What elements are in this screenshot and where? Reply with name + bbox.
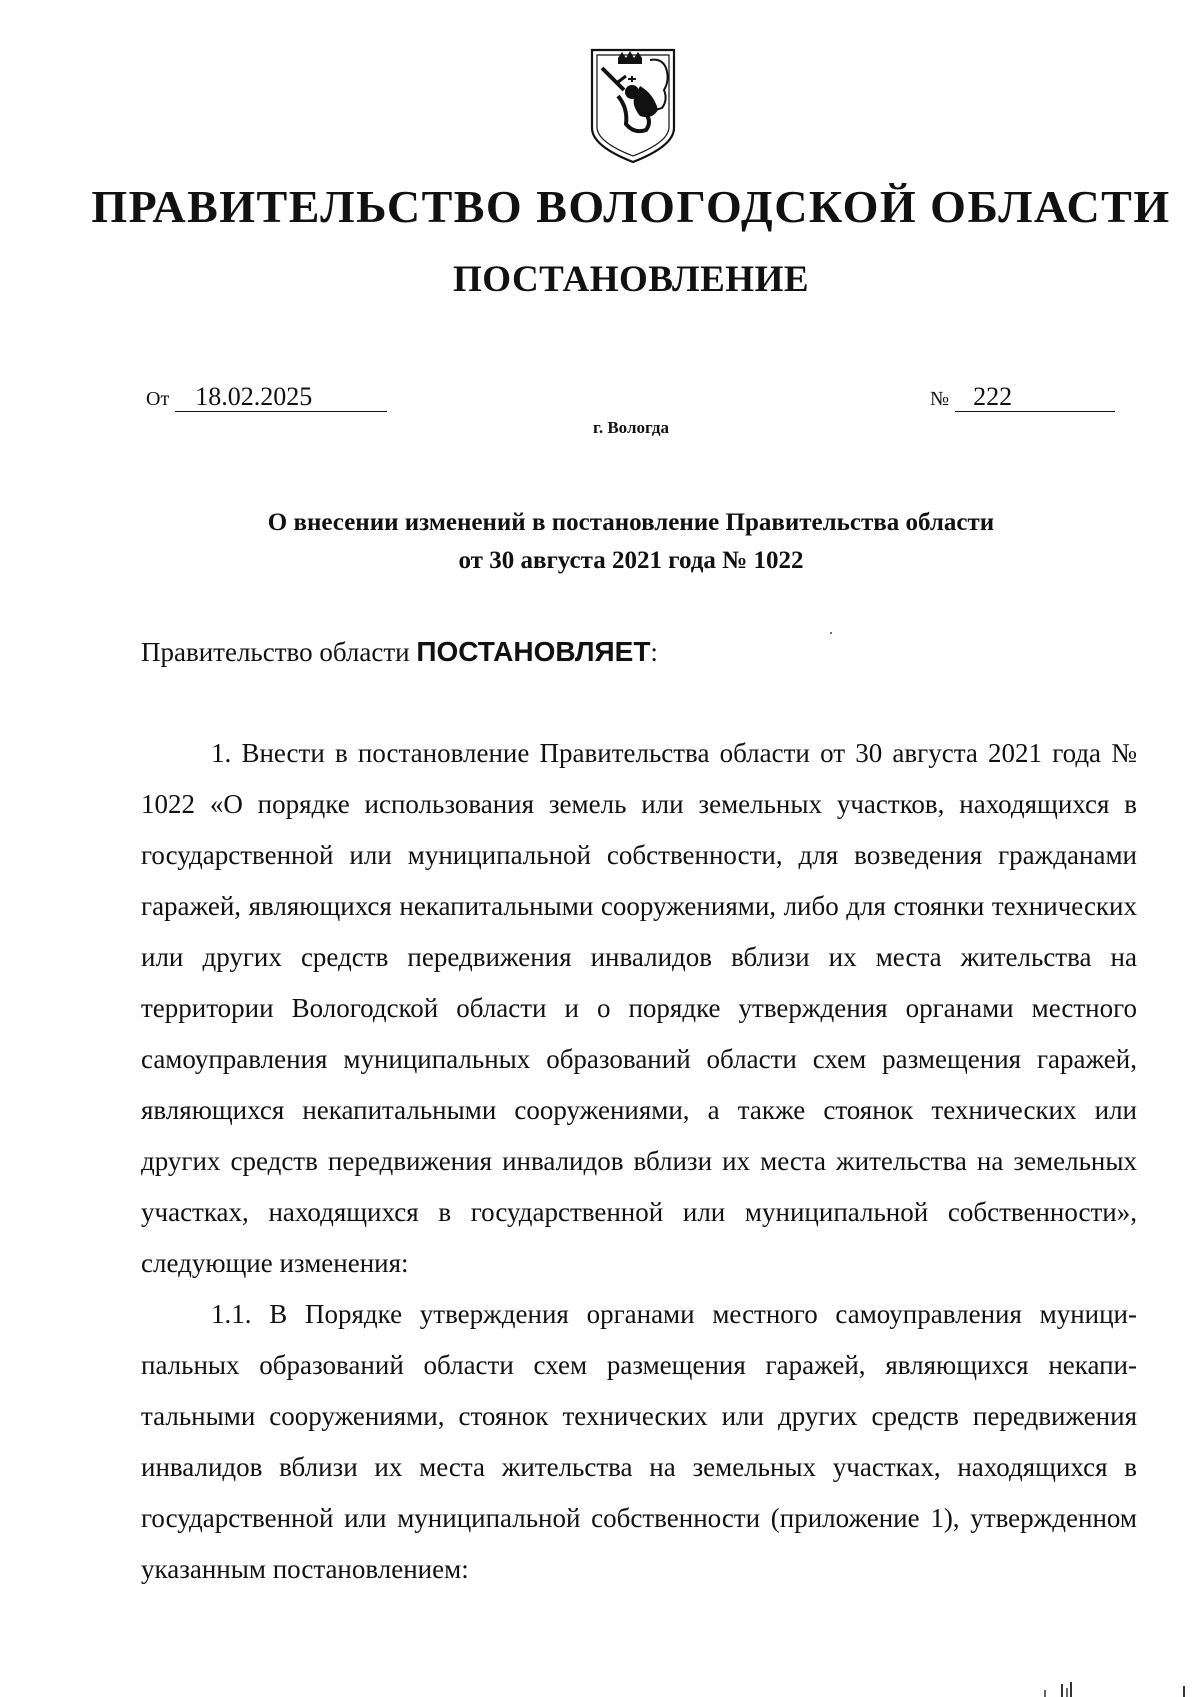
document-date — [146, 383, 387, 412]
scan-edge-marks — [1040, 1680, 1190, 1697]
date-label: От — [146, 388, 170, 410]
document-heading — [0, 504, 1200, 580]
decree-lead: Правительство области — [141, 637, 410, 667]
document-number — [930, 383, 1115, 412]
date-value: 18.02.2025 — [175, 383, 387, 412]
body-text — [141, 728, 1137, 1595]
city-name: г. Вологда — [593, 418, 669, 437]
decree-verb: ПОСТАНОВЛЯЕТ — [416, 636, 651, 667]
paragraph-1: 1. Внести в постановление Правительства области от 30 августа 2021 года № 1022 «О порядке использования земель или земельных участков, находящихся в государственной или муниципальной собственности, для возведения гражданами гаражей, являющихся некапитальными сооружениями, либо для стоянки технических или других средств передвижения инвалидов вблизи их места жительства на территории Вологодской области и о порядке утверждения органами местного самоуправления муниципальных образований области схем размещения гаражей, являющихся некапитальными сооружениями, а также стоянок технических или других средств передвижения инвалидов вблизи их места жительства на земельных участках, находящихся в государственной или муниципальной собственности», следующие изменения: — [141, 738, 1137, 1278]
number-value: 222 — [955, 383, 1115, 412]
coat-of-arms-icon — [588, 46, 678, 166]
scan-speck — [830, 632, 832, 634]
heading-line-1: О внесении изменений в постановление Правительства области — [267, 509, 995, 536]
document-type: ПОСТАНОВЛЕНИЕ — [452, 259, 810, 300]
organization-title: ПРАВИТЕЛЬСТВО ВОЛОГОДСКОЙ ОБЛАСТИ — [91, 181, 1171, 232]
decree-punct: : — [650, 637, 658, 667]
heading-line-2: от 30 августа 2021 года № 1022 — [458, 547, 804, 574]
paragraph-1-1: 1.1. В Порядке утверждения органами местного самоуправления муниципальных образований области схем размещения гаражей, являющихся некапитальными сооружениями, стоянок технических или других средств передвижения инвалидов вблизи их места жительства на земельных участках, находящихся в государственной или муниципальной собственности (приложение 1), утвержденном указанным постановлением: — [141, 1299, 1137, 1584]
number-label: № — [930, 388, 950, 410]
decree-line — [141, 636, 658, 668]
